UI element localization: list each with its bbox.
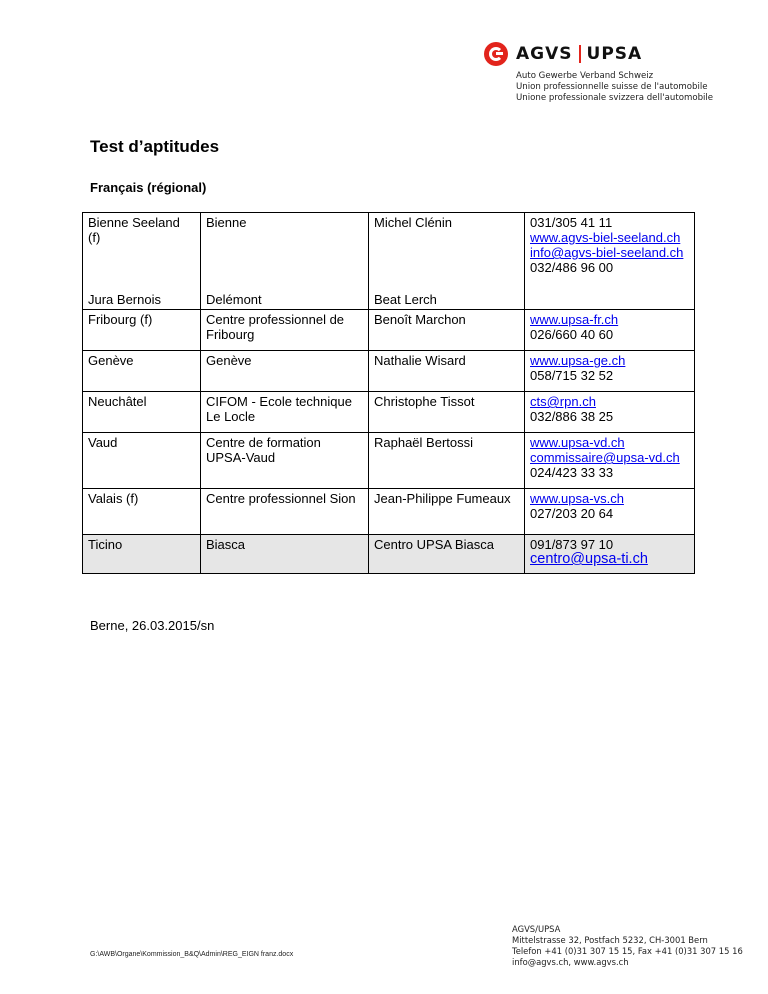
table-cell-place: Genève — [201, 351, 369, 392]
logo-right-word: UPSA — [586, 44, 643, 64]
table-cell-contact: Benoît Marchon — [369, 310, 525, 351]
logo-line: Auto Gewerbe Verband Schweiz — [516, 71, 654, 81]
email-link[interactable]: info@agvs-biel-seeland.ch — [530, 245, 684, 260]
email-link[interactable]: centro@upsa-ti.ch — [530, 551, 648, 567]
table-cell-info — [525, 433, 695, 489]
table-cell-info — [525, 213, 695, 310]
contacts-table — [82, 212, 695, 574]
address-line: Mittelstrasse 32, Postfach 5232, CH-3001 Bern — [512, 935, 708, 945]
table-row — [83, 489, 695, 535]
table-cell-place: CIFOM - Ecole technique Le Locle — [201, 392, 369, 433]
address-line: Telefon +41 (0)31 307 15 15, Fax +41 (0)31 307 15 16 — [512, 946, 743, 956]
table-cell-region: Genève — [83, 351, 201, 392]
region-name: Jura Bernois — [88, 292, 161, 307]
region-name: Bienne Seeland (f) — [88, 215, 180, 245]
document-title: Test d’aptitudes — [90, 137, 220, 156]
table-row — [83, 535, 695, 574]
phone-number: 032/886 38 25 — [530, 409, 614, 424]
logo-separator — [579, 45, 581, 63]
table-cell-region — [83, 213, 201, 310]
website-link[interactable]: www.agvs-biel-seeland.ch — [530, 230, 681, 245]
phone-number: 058/715 32 52 — [530, 368, 614, 383]
table-cell-place: Biasca — [201, 535, 369, 574]
table-cell-place — [201, 213, 369, 310]
logo-line: Unione professionale svizzera dell'automobile — [516, 93, 714, 103]
table-row — [83, 213, 695, 310]
table-cell-info — [525, 392, 695, 433]
address-line: info@agvs.ch, www.agvs.ch — [512, 957, 629, 967]
table-cell-place: Centre professionnel Sion — [201, 489, 369, 535]
agvs-logo-icon — [484, 42, 508, 66]
email-link[interactable]: commissaire@upsa-vd.ch — [530, 450, 680, 465]
website-link[interactable]: www.upsa-fr.ch — [530, 312, 619, 327]
website-link[interactable]: www.upsa-vd.ch — [530, 435, 625, 450]
logo-left-word: AGVS — [516, 44, 573, 64]
table-cell-info — [525, 535, 695, 574]
table-row — [83, 351, 695, 392]
table-cell-place: Centre de formation UPSA-Vaud — [201, 433, 369, 489]
place-name: Bienne — [206, 215, 247, 230]
contact-name: Beat Lerch — [374, 292, 437, 307]
phone-number: 024/423 33 33 — [530, 465, 614, 480]
place-date: Berne, 26.03.2015/sn — [90, 618, 215, 633]
place-name: Delémont — [206, 292, 262, 307]
table-cell-region: Ticino — [83, 535, 201, 574]
table-row — [83, 392, 695, 433]
table-cell-contact: Raphaël Bertossi — [369, 433, 525, 489]
table-cell-region: Neuchâtel — [83, 392, 201, 433]
document-subtitle: Français (régional) — [90, 180, 207, 195]
logo-wordmark — [516, 44, 642, 64]
table-cell-region: Fribourg (f) — [83, 310, 201, 351]
contact-name: Michel Clénin — [374, 215, 453, 230]
table-row — [83, 433, 695, 489]
phone-number: 032/486 96 00 — [530, 260, 614, 275]
table-cell-info — [525, 310, 695, 351]
logo-line: Union professionnelle suisse de l'automobile — [516, 82, 708, 92]
logo-tagline — [516, 71, 724, 104]
table-cell-contact: Nathalie Wisard — [369, 351, 525, 392]
address-line: AGVS/UPSA — [512, 924, 561, 934]
table-cell-region: Valais (f) — [83, 489, 201, 535]
website-link[interactable]: www.upsa-ge.ch — [530, 353, 626, 368]
table-cell-contact: Centro UPSA Biasca — [369, 535, 525, 574]
table-cell-info — [525, 351, 695, 392]
table-cell-info — [525, 489, 695, 535]
file-path: G:\AWB\Organe\Kommission_B&Q\Admin\REG_EIGN franz.docx — [90, 951, 294, 958]
phone-number: 026/660 40 60 — [530, 327, 614, 342]
table-cell-contact: Christophe Tissot — [369, 392, 525, 433]
phone-number: 091/873 97 10 — [530, 537, 614, 552]
email-link[interactable]: cts@rpn.ch — [530, 394, 596, 409]
table-cell-contact — [369, 213, 525, 310]
table-row — [83, 310, 695, 351]
phone-number: 027/203 20 64 — [530, 506, 614, 521]
table-cell-contact: Jean-Philippe Fumeaux — [369, 489, 525, 535]
agvs-upsa-logo — [484, 42, 724, 104]
table-cell-place: Centre professionnel de Fribourg — [201, 310, 369, 351]
table-cell-region: Vaud — [83, 433, 201, 489]
phone-number: 031/305 41 11 — [530, 215, 613, 230]
footer-address — [512, 924, 743, 968]
website-link[interactable]: www.upsa-vs.ch — [530, 491, 624, 506]
